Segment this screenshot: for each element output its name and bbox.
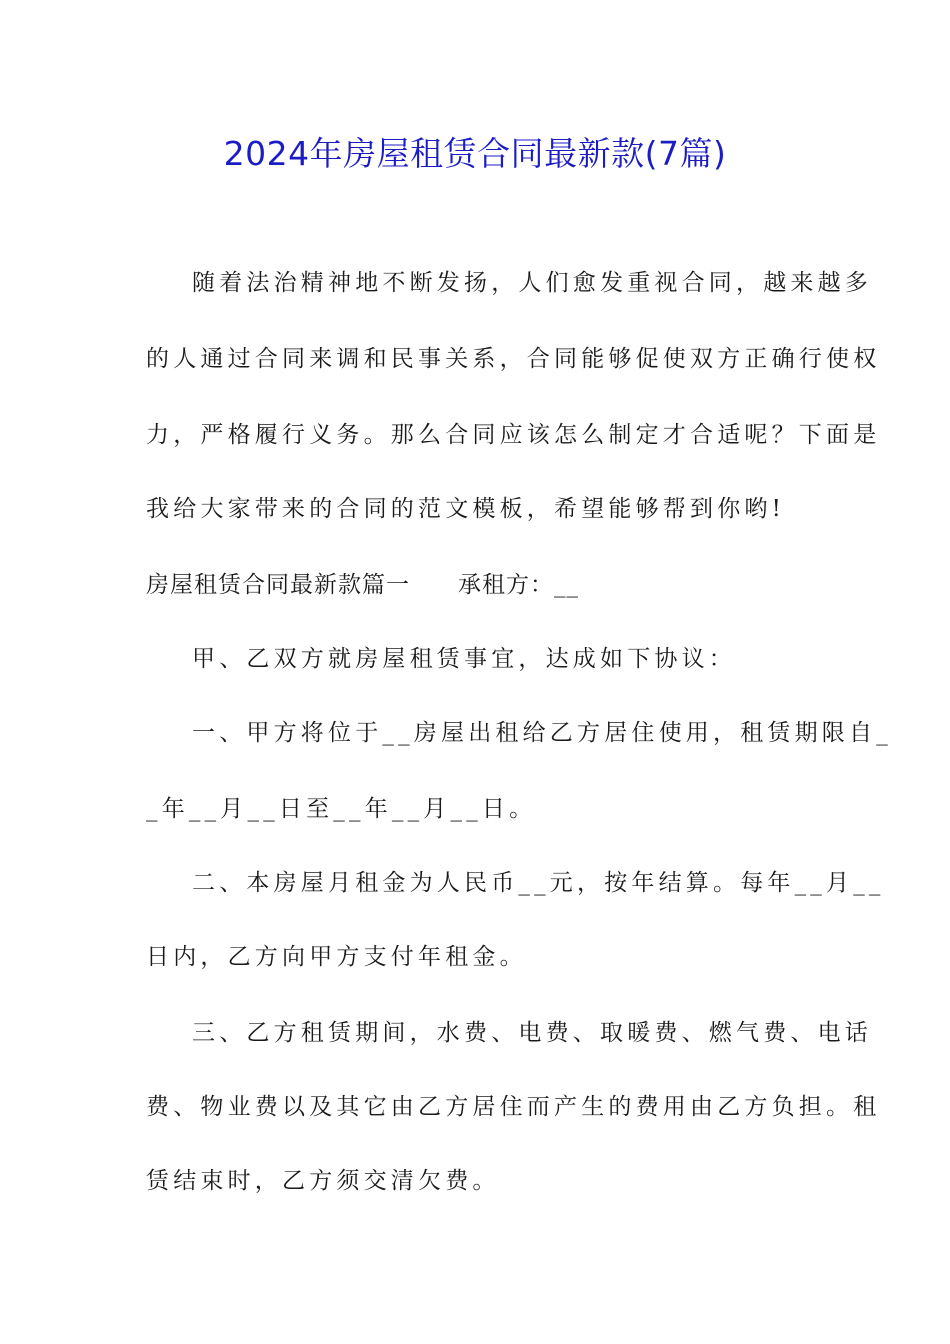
paragraph-line: 随着法治精神地不断发扬，人们愈发重视合同，越来越多 xyxy=(192,270,872,296)
paragraph-line: _年__月__日至__年__月__日。 xyxy=(146,796,537,822)
paragraph-line: 日内，乙方向甲方支付年租金。 xyxy=(146,944,527,970)
paragraph-line: 甲、乙双方就房屋租赁事宜，达成如下协议： xyxy=(192,646,736,672)
paragraph-line: 一、甲方将位于__房屋出租给乙方居住使用，租赁期限自_ xyxy=(192,720,892,746)
paragraph-line: 二、本房屋月租金为人民币__元，按年结算。每年__月__ xyxy=(192,870,885,896)
section-heading-line: 房屋租赁合同最新款篇一 承租方：__ xyxy=(146,572,579,598)
paragraph-line: 我给大家带来的合同的范文模板，希望能够帮到你哟! xyxy=(146,496,786,522)
paragraph-line: 赁结束时，乙方须交清欠费。 xyxy=(146,1168,500,1194)
paragraph-line: 三、乙方租赁期间，水费、电费、取暖费、燃气费、电话 xyxy=(192,1020,872,1046)
paragraph-line: 费、物业费以及其它由乙方居住而产生的费用由乙方负担。租 xyxy=(146,1094,881,1120)
document-title: 2024年房屋租赁合同最新款(7篇) xyxy=(223,134,727,173)
paragraph-line: 的人通过合同来调和民事关系，合同能够促使双方正确行使权 xyxy=(146,346,881,372)
paragraph-line: 力，严格履行义务。那么合同应该怎么制定才合适呢？下面是 xyxy=(146,422,881,448)
